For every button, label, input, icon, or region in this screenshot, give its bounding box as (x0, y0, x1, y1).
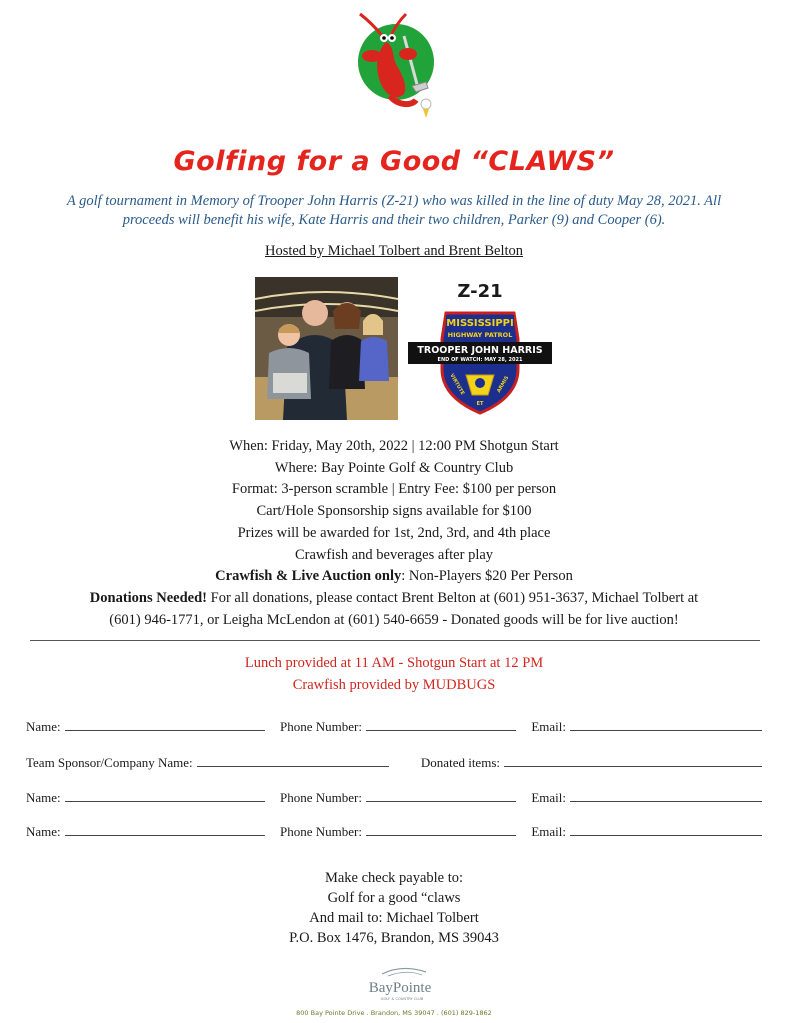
form-row-player-3 (26, 823, 762, 840)
name-blank[interactable] (65, 718, 265, 731)
email-blank[interactable] (570, 718, 762, 731)
form-row-player-2 (26, 789, 762, 806)
name-blank[interactable] (65, 789, 265, 802)
highway-patrol-badge (408, 309, 552, 415)
detail-auction (20, 566, 768, 588)
mailing-instructions (0, 868, 788, 948)
note-lunch: Lunch provided at 11 AM - Shotgun Start at 12 PM (244, 655, 544, 671)
badge-state: MISSISSIPPI (446, 318, 514, 329)
phone-blank[interactable] (366, 789, 516, 802)
phone-label: Phone Number: (280, 790, 362, 805)
phone-blank[interactable] (366, 718, 516, 731)
baypointe-logo (362, 964, 434, 1006)
name-label: Name: (26, 790, 61, 805)
name-blank[interactable] (65, 823, 265, 836)
badge-motto-mid: ET (476, 401, 484, 407)
name-label: Name: (26, 824, 61, 839)
badge-motto-left: VIRTUTE (448, 372, 466, 397)
baypointe-logo-subtext: GOLF & COUNTRY CLUB (380, 997, 424, 1001)
mail-line-4: P.O. Box 1476, Brandon, MS 39043 (289, 930, 499, 946)
auction-rest: : Non-Players $20 Per Person (401, 568, 573, 585)
email-label: Email: (531, 719, 566, 734)
sponsor-label: Team Sponsor/Company Name: (26, 755, 193, 770)
email-blank[interactable] (570, 823, 762, 836)
sponsor-blank[interactable] (197, 754, 389, 767)
detail-crawfish: Crawfish and beverages after play (294, 546, 494, 563)
badge-end-of-watch: END OF WATCH: MAY 28, 2021 (437, 357, 523, 363)
name-label: Name: (26, 719, 61, 734)
badge-motto-right: ARMIS (495, 375, 511, 394)
baypointe-logo-text: BayPointe (368, 980, 432, 996)
section-divider (30, 640, 760, 641)
phone-blank[interactable] (366, 823, 516, 836)
badge-trooper-name: TROOPER JOHN HARRIS (417, 345, 543, 356)
donations-line-1: For all donations, please contact Brent Belton at (601) 951-3637, Michael Tolbert at (207, 589, 699, 606)
donations-line-2: (601) 946-1771, or Leigha McLendon at (601) 540-6659 - Donated goods will be for live auction! (109, 611, 679, 628)
event-notes (0, 652, 788, 696)
mail-line-2: Golf for a good “claws (327, 890, 461, 906)
email-label: Email: (531, 790, 566, 805)
family-photo (255, 277, 398, 420)
note-mudbugs: Crawfish provided by MUDBUGS (292, 677, 496, 693)
email-label: Email: (531, 824, 566, 839)
hosted-by: Hosted by Michael Tolbert and Brent Belton (264, 243, 524, 259)
email-blank[interactable] (570, 789, 762, 802)
detail-format: Format: 3-person scramble | Entry Fee: $100 per person (231, 481, 557, 498)
form-row-sponsor (26, 754, 762, 771)
form-row-player-1 (26, 718, 762, 735)
auction-bold: Crawfish & Live Auction only (215, 568, 402, 585)
detail-donations (20, 588, 768, 610)
phone-label: Phone Number: (280, 719, 362, 734)
mail-line-3: And mail to: Michael Tolbert (309, 910, 479, 926)
event-subtitle (30, 192, 758, 230)
phone-label: Phone Number: (280, 824, 362, 839)
detail-when: When: Friday, May 20th, 2022 | 12:00 PM Shotgun Start (229, 438, 559, 454)
detail-where: Where: Bay Pointe Golf & Country Club (274, 459, 514, 476)
donated-label: Donated items: (420, 755, 500, 770)
subtitle-line-2: proceeds will benefit his wife, Kate Harris and their two children, Parker (9) and Cooper (6). (122, 212, 666, 228)
subtitle-line-1: A golf tournament in Memory of Trooper John Harris (Z-21) who was killed in the line of duty May 28, 2021. All (66, 193, 722, 209)
detail-signs: Cart/Hole Sponsorship signs available for $100 (256, 503, 532, 520)
badge-agency: HIGHWAY PATROL (447, 331, 513, 339)
detail-prizes: Prizes will be awarded for 1st, 2nd, 3rd, and 4th place (237, 524, 551, 541)
footer-address: 800 Bay Pointe Drive . Brandon, MS 39047 . (601) 829-1862 (296, 1009, 492, 1017)
donated-blank[interactable] (504, 754, 762, 767)
mail-line-1: Make check payable to: (324, 870, 464, 886)
event-details (20, 436, 768, 631)
badge-code: Z-21 (457, 281, 503, 302)
donations-bold: Donations Needed! (89, 589, 207, 606)
event-title: Golfing for a Good “CLAWS” (173, 146, 615, 177)
crawfish-golf-logo (346, 8, 442, 120)
